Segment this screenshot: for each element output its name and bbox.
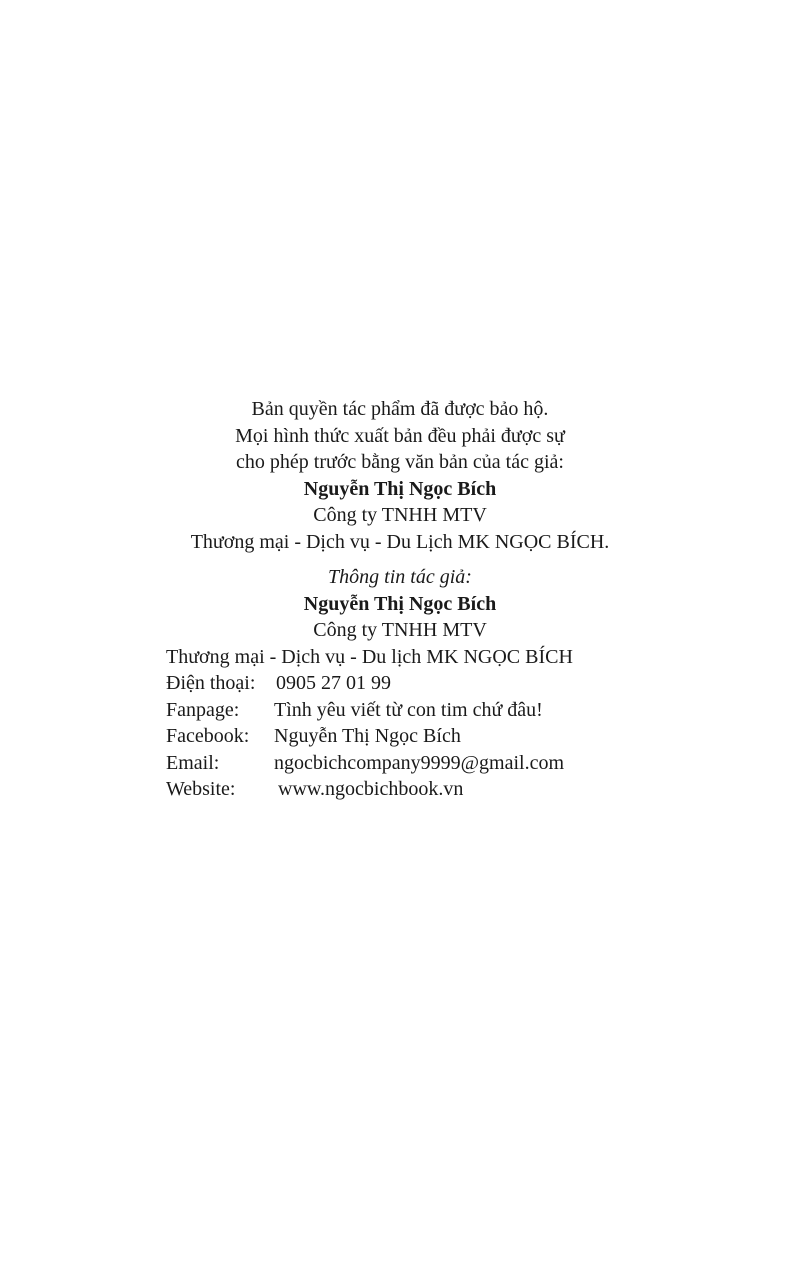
author-info-company: Công ty TNHH MTV <box>313 619 487 641</box>
facebook-label: Facebook: <box>166 725 250 747</box>
email-value: ngocbichcompany9999@gmail.com <box>274 751 565 774</box>
copyright-notice <box>0 396 800 555</box>
email-label: Email: <box>166 751 220 774</box>
author-info-name: Nguyễn Thị Ngọc Bích <box>303 592 497 615</box>
phone-label: Điện thoại: <box>166 672 256 694</box>
fanpage-label: Fanpage: <box>166 698 240 721</box>
website-row <box>166 776 786 803</box>
copyright-line-3: cho phép trước bằng văn bản của tác giả: <box>236 451 564 473</box>
website-label: Website: <box>166 778 236 800</box>
contact-list <box>166 644 786 803</box>
website-value: www.ngocbichbook.vn <box>278 778 464 800</box>
copyright-author-name: Nguyễn Thị Ngọc Bích <box>303 477 497 500</box>
phone-value: 0905 27 01 99 <box>276 672 391 694</box>
author-info-section <box>0 564 800 803</box>
copyright-company: Công ty TNHH MTV <box>313 504 487 526</box>
email-row <box>166 750 786 777</box>
copyright-line-1: Bản quyền tác phẩm đã được bảo hộ. <box>251 398 549 420</box>
copyright-line-2: Mọi hình thức xuất bản đều phải được sự <box>235 424 565 447</box>
author-info-heading: Thông tin tác giả: <box>328 566 472 588</box>
author-info-business: Thương mại - Dịch vụ - Du lịch MK NGỌC BÍCH <box>166 645 573 668</box>
facebook-value: Nguyễn Thị Ngọc Bích <box>274 725 461 747</box>
phone-row <box>166 670 786 697</box>
fanpage-row <box>166 697 786 724</box>
facebook-row <box>166 723 786 750</box>
fanpage-value: Tình yêu viết từ con tim chứ đâu! <box>274 698 543 721</box>
copyright-business: Thương mại - Dịch vụ - Du Lịch MK NGỌC BÍCH. <box>190 530 610 553</box>
business-row <box>166 644 786 671</box>
